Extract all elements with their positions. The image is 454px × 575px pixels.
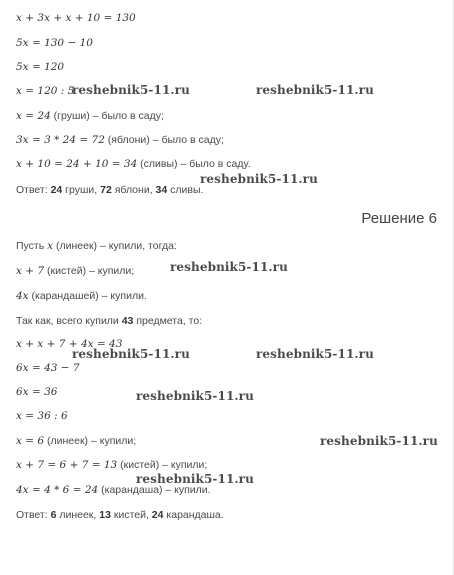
equation-math: 5𝑥 = 130 − 10 [16,37,93,49]
watermark: reshebnik5-11.ru [136,472,254,486]
equation-line [16,36,93,50]
equation-line [16,361,80,375]
equation-line [16,60,64,74]
equation-math: 5𝑥 = 120 [16,61,65,73]
watermark: reshebnik5-11.ru [136,389,254,403]
watermark: reshebnik5-11.ru [72,347,190,361]
result-line [16,434,136,448]
answer-text: груши, [62,184,101,196]
answer-line [16,508,224,522]
result-math: 4𝑥 = 4 * 6 = 24 [16,484,99,496]
intro-prefix: Пусть [16,240,48,252]
equation-math: 6𝑥 = 43 − 7 [16,362,80,374]
result-text: (груши) – было в саду; [50,110,164,122]
answer-prefix: Ответ: [16,184,51,196]
result-math: 𝑥 = 24 [16,110,51,122]
answer-text: яблони, [111,184,156,196]
condition-number: 43 [121,315,134,327]
expression-line [16,289,147,303]
condition-text: Так как, всего купили [16,315,122,327]
result-line [16,157,251,171]
result-math: 𝑥 + 7 = 6 + 7 = 13 [16,459,118,471]
answer-number: 34 [155,184,168,196]
answer-text: сливы. [167,184,204,196]
watermark: reshebnik5-11.ru [200,172,318,186]
answer-text: линеек, [56,509,100,521]
equation-math: 𝑥 = 36 : 6 [16,410,68,422]
expression-text: (кистей) – купили; [44,265,135,277]
answer-number: 24 [151,509,164,521]
answer-line [16,183,203,197]
intro-line [16,239,177,253]
answer-number: 6 [50,509,57,521]
result-text: (сливы) – было в саду. [137,158,251,170]
result-text: (кистей) – купили; [117,459,208,471]
answer-number: 72 [100,184,112,196]
answer-prefix: Ответ: [16,509,51,521]
equation-math: 𝑥 + 3𝑥 + 𝑥 + 10 = 130 [16,12,136,24]
equation-line [16,84,74,98]
result-math: 𝑥 + 10 = 24 + 10 = 34 [16,158,138,170]
result-line [16,458,207,472]
answer-number: 24 [50,184,63,196]
result-text: (яблони) – было в саду; [104,134,224,146]
answer-text: карандаша. [163,509,224,521]
expression-math: 4𝑥 [16,290,29,302]
watermark: reshebnik5-11.ru [256,83,374,97]
watermark: reshebnik5-11.ru [170,260,288,274]
answer-number: 13 [99,509,111,521]
intro-variable: 𝑥 [47,240,54,252]
result-math: 3𝑥 = 3 * 24 = 72 [16,134,105,146]
equation-line [16,409,68,423]
expression-line [16,264,134,278]
result-text: (карандаша) – купили. [98,484,211,496]
expression-text: (карандашей) – купили. [28,290,147,302]
result-line [16,133,224,147]
equation-math: 6𝑥 = 36 [16,386,58,398]
result-line [16,109,164,123]
result-math: 𝑥 = 6 [16,435,45,447]
result-text: (линеек) – купили; [44,435,137,447]
equation-math: 𝑥 + 𝑥 + 7 + 4𝑥 = 43 [16,338,123,350]
intro-text: (линеек) – купили, тогда: [53,240,177,252]
condition-line [16,314,202,328]
equation-line [16,385,57,399]
equation-math: 𝑥 = 120 : 5 [16,85,75,97]
equation-line [16,11,136,25]
section-heading: Решение 6 [361,210,437,227]
answer-text: кистей, [110,509,152,521]
expression-math: 𝑥 + 7 [16,265,45,277]
watermark: reshebnik5-11.ru [320,434,438,448]
watermark: reshebnik5-11.ru [72,83,190,97]
watermark: reshebnik5-11.ru [256,347,374,361]
condition-text-end: предмета, то: [133,315,203,327]
